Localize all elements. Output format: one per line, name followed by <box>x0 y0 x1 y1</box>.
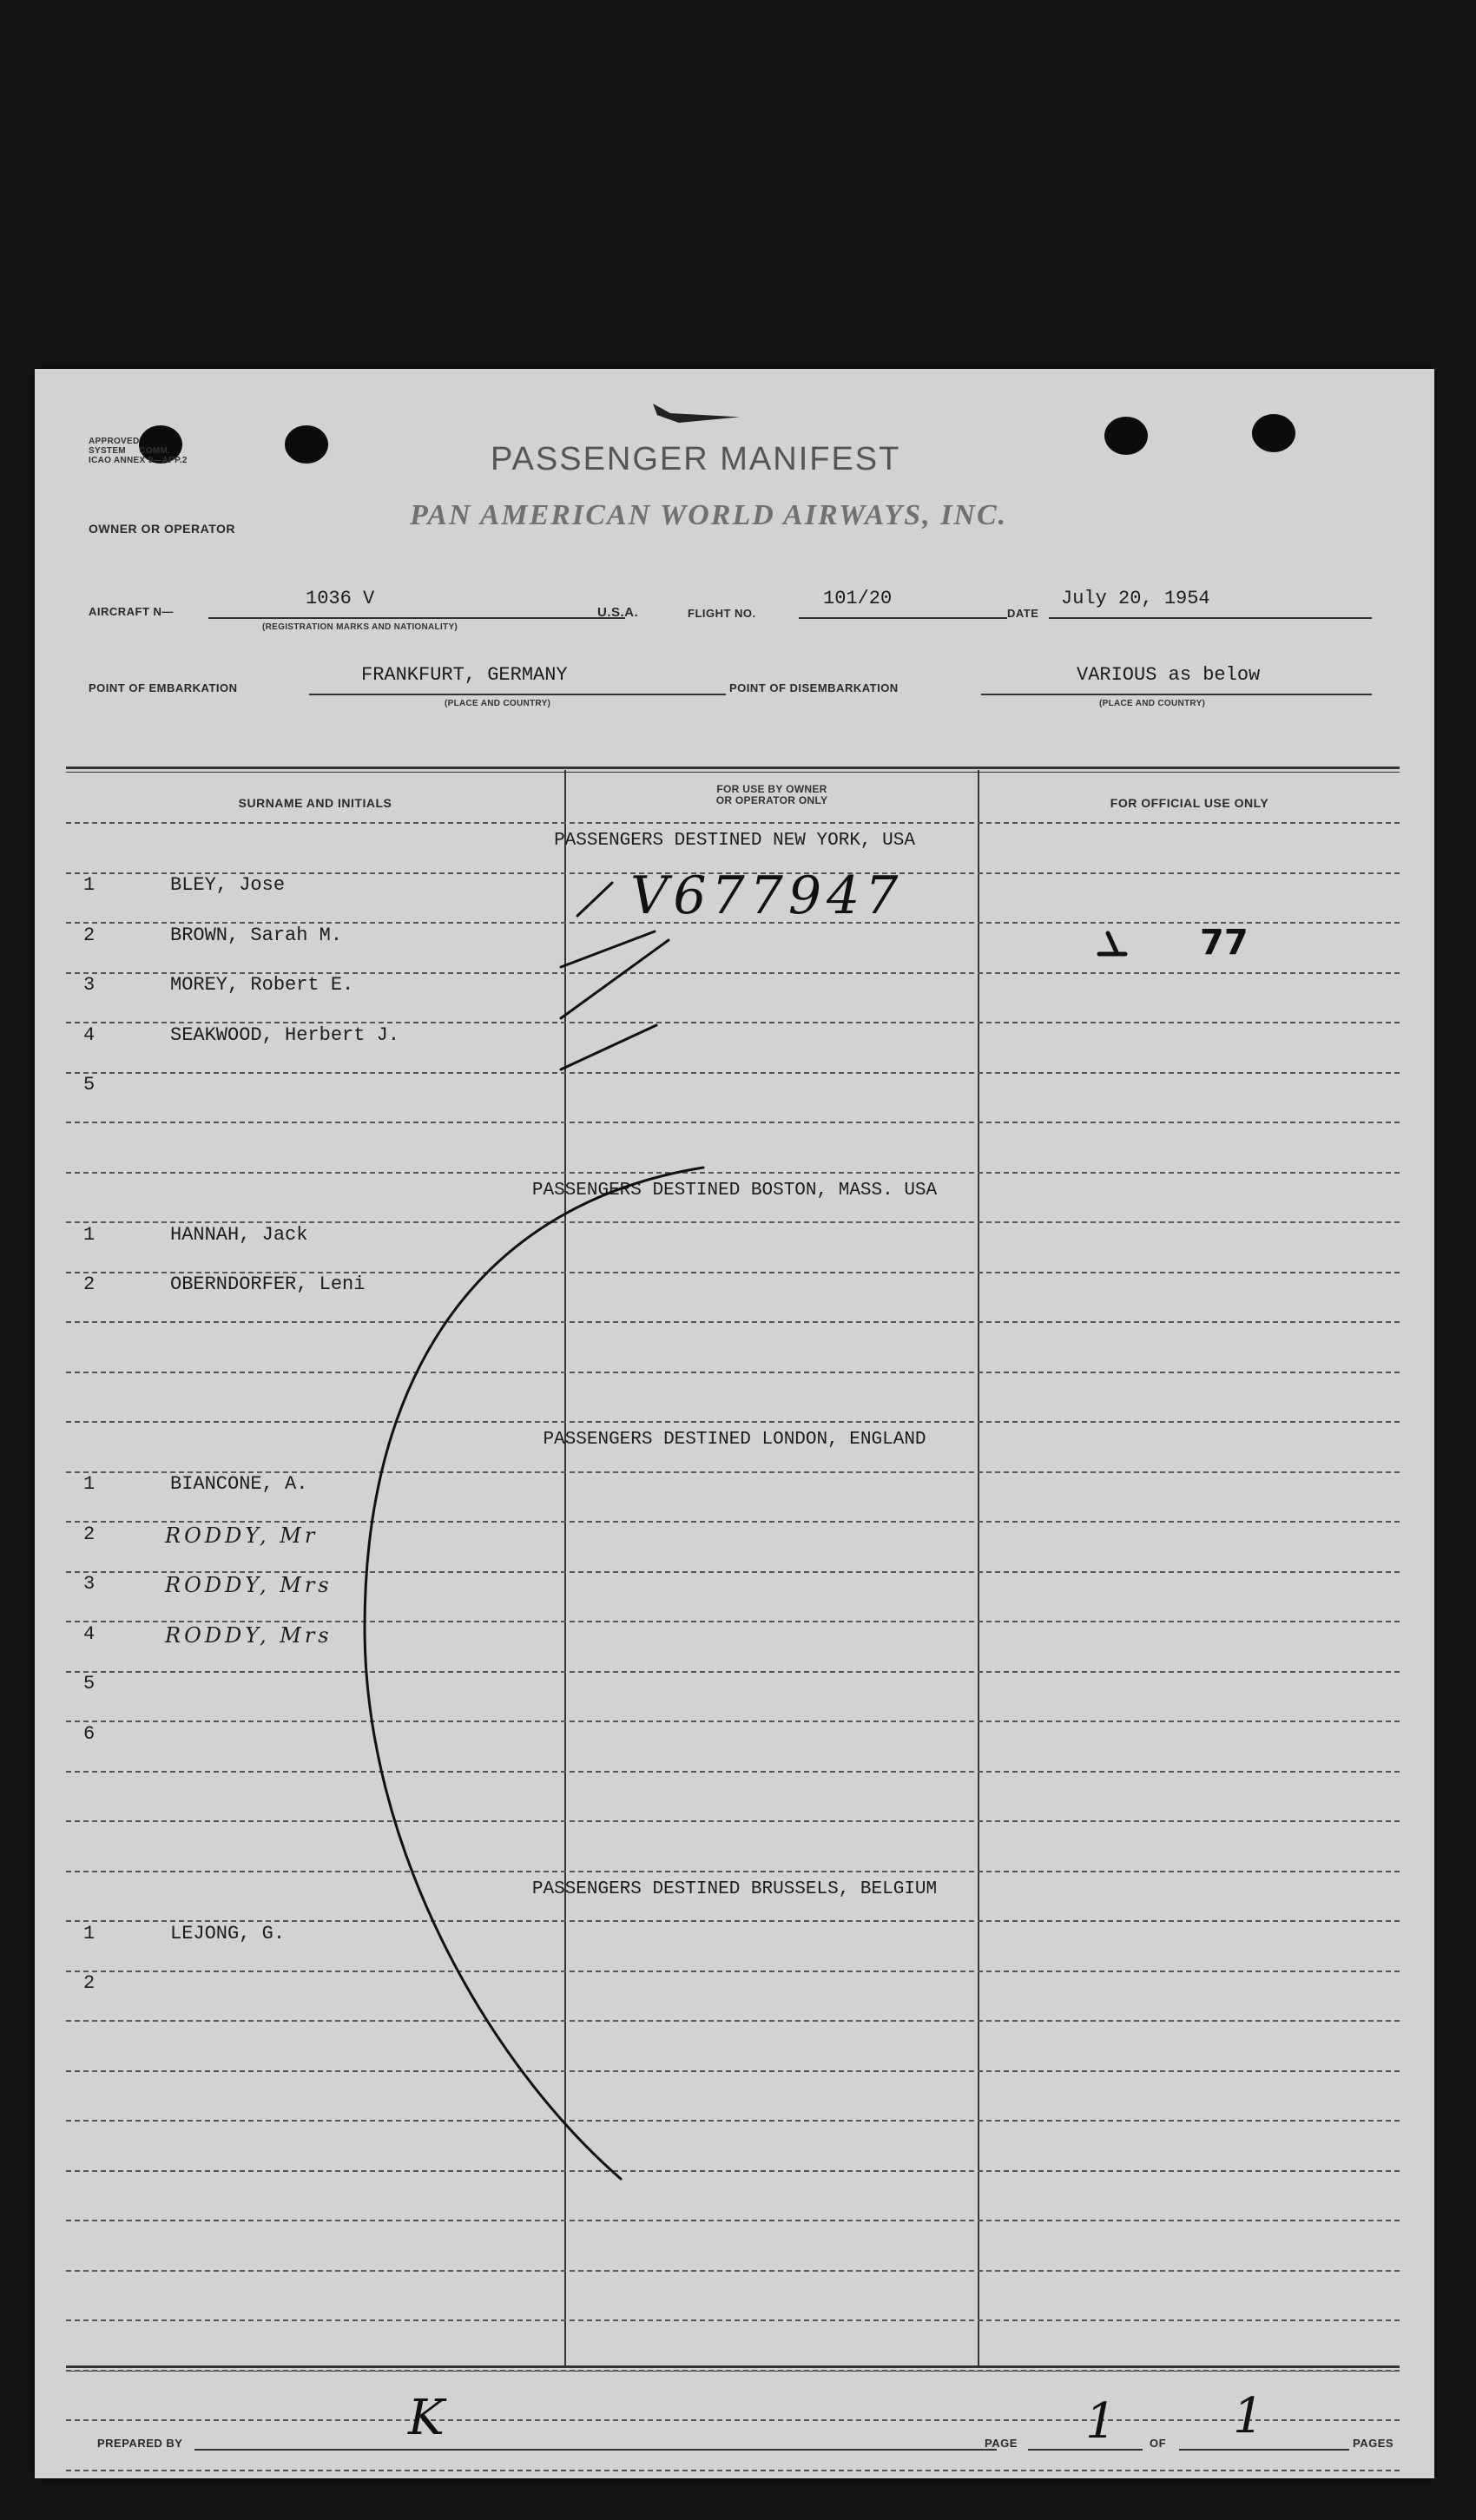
row-number: 4 <box>83 1023 96 1046</box>
date-value: July 20, 1954 <box>1061 588 1210 609</box>
column-header-owner-use: FOR USE BY OWNER OR OPERATOR ONLY <box>715 783 828 806</box>
row-number: 4 <box>83 1622 96 1645</box>
row-number: 2 <box>83 1972 96 1994</box>
passenger-name: LEJONG, G. <box>170 1922 286 1944</box>
approval-note: APPROVED SYSTEM COMM. ICAO ANNEX 9—APP.2 <box>89 437 188 465</box>
disembarkation-label: POINT OF DISEMBARKATION <box>729 681 899 694</box>
section-heading: PASSENGERS DESTINED BOSTON, MASS. USA <box>531 1180 938 1201</box>
owner-label: OWNER OR OPERATOR <box>89 522 235 536</box>
column-header-surname: SURNAME AND INITIALS <box>238 796 392 810</box>
row-number: 2 <box>83 924 96 946</box>
aircraft-label: AIRCRAFT N— <box>89 605 174 618</box>
passenger-name: BIANCONE, A. <box>170 1473 308 1495</box>
check-mark <box>561 1025 656 1069</box>
row-number: 1 <box>83 1223 96 1246</box>
passenger-name: RODDY, Mrs <box>165 1573 333 1597</box>
disembarkation-sub: (PLACE AND COUNTRY) <box>1099 699 1206 708</box>
of-label: OF <box>1150 2437 1167 2450</box>
owner-mark: V677947 <box>630 865 904 926</box>
manifest-sheet <box>35 369 1434 2478</box>
row-number: 1 <box>83 874 96 896</box>
prepared-signature: K <box>408 2390 445 2446</box>
page-number: 1 <box>1085 2393 1117 2450</box>
passenger-name: MOREY, Robert E. <box>170 974 354 996</box>
row-number: 6 <box>83 1722 96 1745</box>
section-heading: PASSENGERS DESTINED LONDON, ENGLAND <box>543 1430 926 1450</box>
page-label: PAGE <box>985 2437 1018 2450</box>
section-heading: PASSENGERS DESTINED BRUSSELS, BELGIUM <box>531 1878 938 1899</box>
row-number: 5 <box>83 1673 96 1694</box>
flight-value: 101/20 <box>823 588 893 609</box>
aircraft-value: 1036 V <box>306 588 375 609</box>
passenger-name: RODDY, Mrs <box>165 1622 333 1648</box>
official-mark: 77 <box>1200 923 1249 963</box>
row-number: 1 <box>83 1473 96 1495</box>
pages-total: 1 <box>1233 2388 1264 2444</box>
usa-label: U.S.A. <box>597 605 639 620</box>
prepared-label: PREPARED BY <box>97 2437 183 2450</box>
page-title: PASSENGER MANIFEST <box>491 441 901 477</box>
passenger-name: OBERNDORFER, Leni <box>170 1273 366 1295</box>
passenger-name: RODDY, Mr <box>165 1523 319 1548</box>
date-label: DATE <box>1007 607 1039 620</box>
embarkation-value: FRANKFURT, GERMANY <box>361 664 568 686</box>
operator-name: PAN AMERICAN WORLD AIRWAYS, INC. <box>410 499 1008 531</box>
brace-curve <box>365 1168 703 2179</box>
section-heading: PASSENGERS DESTINED NEW YORK, USA <box>554 831 915 851</box>
passenger-name: BROWN, Sarah M. <box>170 924 343 946</box>
handwritten-marks <box>35 369 1434 2478</box>
check-mark <box>577 883 612 916</box>
check-mark <box>561 940 669 1018</box>
aircraft-sub: (REGISTRATION MARKS AND NATIONALITY) <box>262 622 458 632</box>
row-number: 1 <box>83 1922 96 1944</box>
row-number: 2 <box>83 1273 96 1295</box>
passenger-name: BLEY, Jose <box>170 874 286 896</box>
row-number: 5 <box>83 1074 96 1096</box>
column-header-official: FOR OFFICIAL USE ONLY <box>1110 796 1269 810</box>
row-number: 2 <box>83 1523 96 1545</box>
row-number: 3 <box>83 974 96 996</box>
passenger-name: HANNAH, Jack <box>170 1223 308 1246</box>
embarkation-sub: (PLACE AND COUNTRY) <box>445 699 551 708</box>
flight-label: FLIGHT NO. <box>688 607 756 620</box>
passenger-name: SEAKWOOD, Herbert J. <box>170 1023 400 1046</box>
embarkation-label: POINT OF EMBARKATION <box>89 681 238 694</box>
row-number: 3 <box>83 1573 96 1595</box>
disembarkation-value: VARIOUS as below <box>1077 664 1261 686</box>
pages-label: PAGES <box>1353 2437 1394 2450</box>
